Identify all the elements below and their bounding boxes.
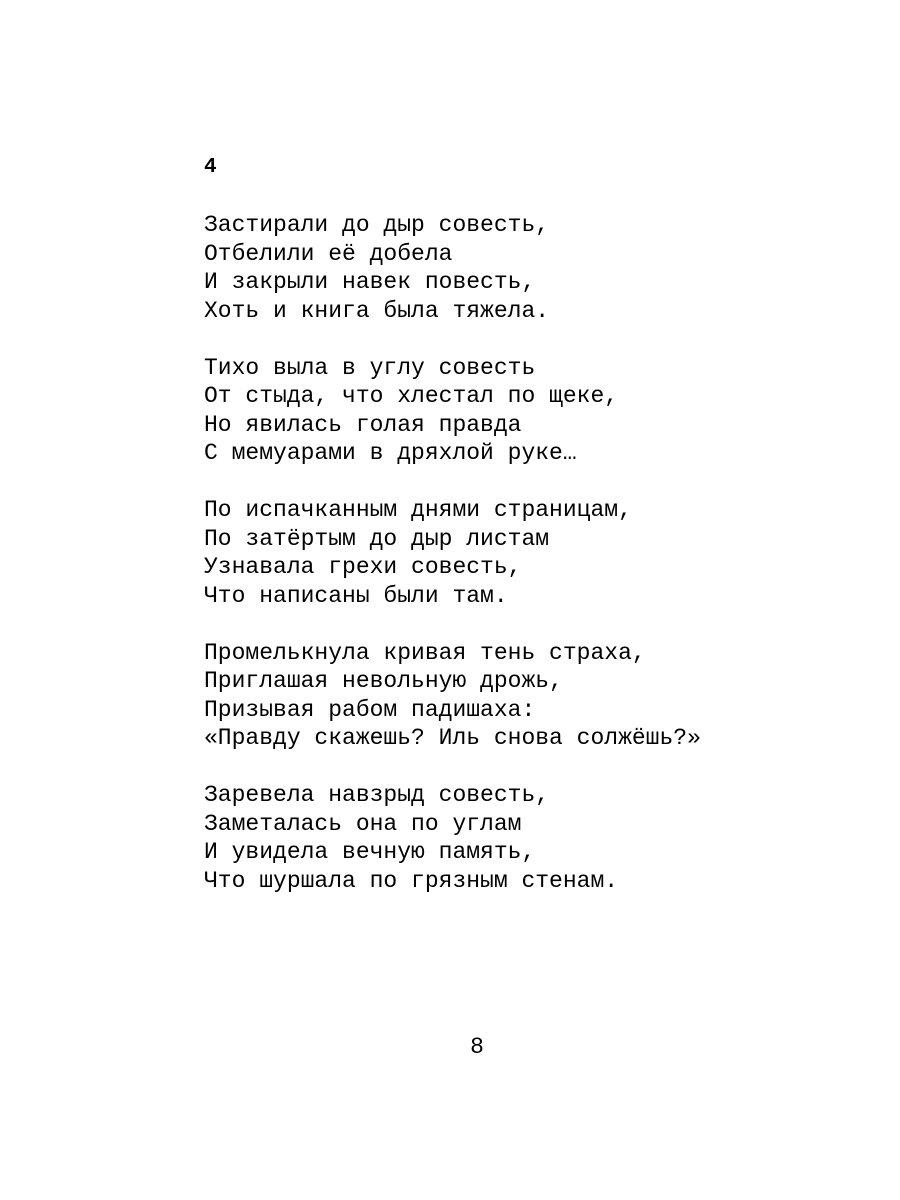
poem-line: «Правду скажешь? Иль снова солжёшь?» (204, 725, 701, 751)
poem-line: Заметалась она по углам (204, 810, 522, 837)
stanza-2 (204, 354, 844, 468)
poem-number: 4 (204, 156, 217, 179)
poem-line: Заревела навзрыд совесть, (204, 782, 550, 808)
poem-line: Узнавала грехи совесть, (204, 554, 522, 580)
poem-line: Что написаны были там. (204, 582, 508, 609)
poem-line: И закрыли навек повесть, (204, 269, 536, 295)
stanza-3 (204, 496, 844, 610)
stanza-1 (204, 211, 844, 325)
poem-line: По затёртым до дыр листам (204, 525, 550, 552)
stanza-5 (204, 781, 844, 895)
page-number: 8 (470, 1034, 484, 1060)
poem-line: По испачканным днями страницам, (204, 497, 632, 523)
poem-line: Хоть и книга была тяжела. (204, 297, 550, 324)
stanza-4 (204, 639, 844, 753)
poem-line: Отбелили её добела (204, 240, 453, 267)
poem-line: И увидела вечную память, (204, 839, 536, 865)
poem-line: Что шуршала по грязным стенам. (204, 867, 619, 894)
poem-line: От стыда, что хлестал по щеке, (204, 383, 619, 409)
poem-line: Застирали до дыр совесть, (204, 212, 550, 238)
poem-line: Промелькнула кривая тень страха, (204, 639, 646, 666)
poem-line: Но явилась голая правда (204, 411, 522, 438)
poem-line: Приглашая невольную дрожь, (204, 668, 563, 694)
poem-line: Призывая рабом падишаха: (204, 696, 536, 723)
poem-body (204, 211, 844, 924)
poem-line: Тихо выла в углу совесть (204, 354, 536, 381)
poem-line: С мемуарами в дряхлой руке… (204, 440, 577, 466)
